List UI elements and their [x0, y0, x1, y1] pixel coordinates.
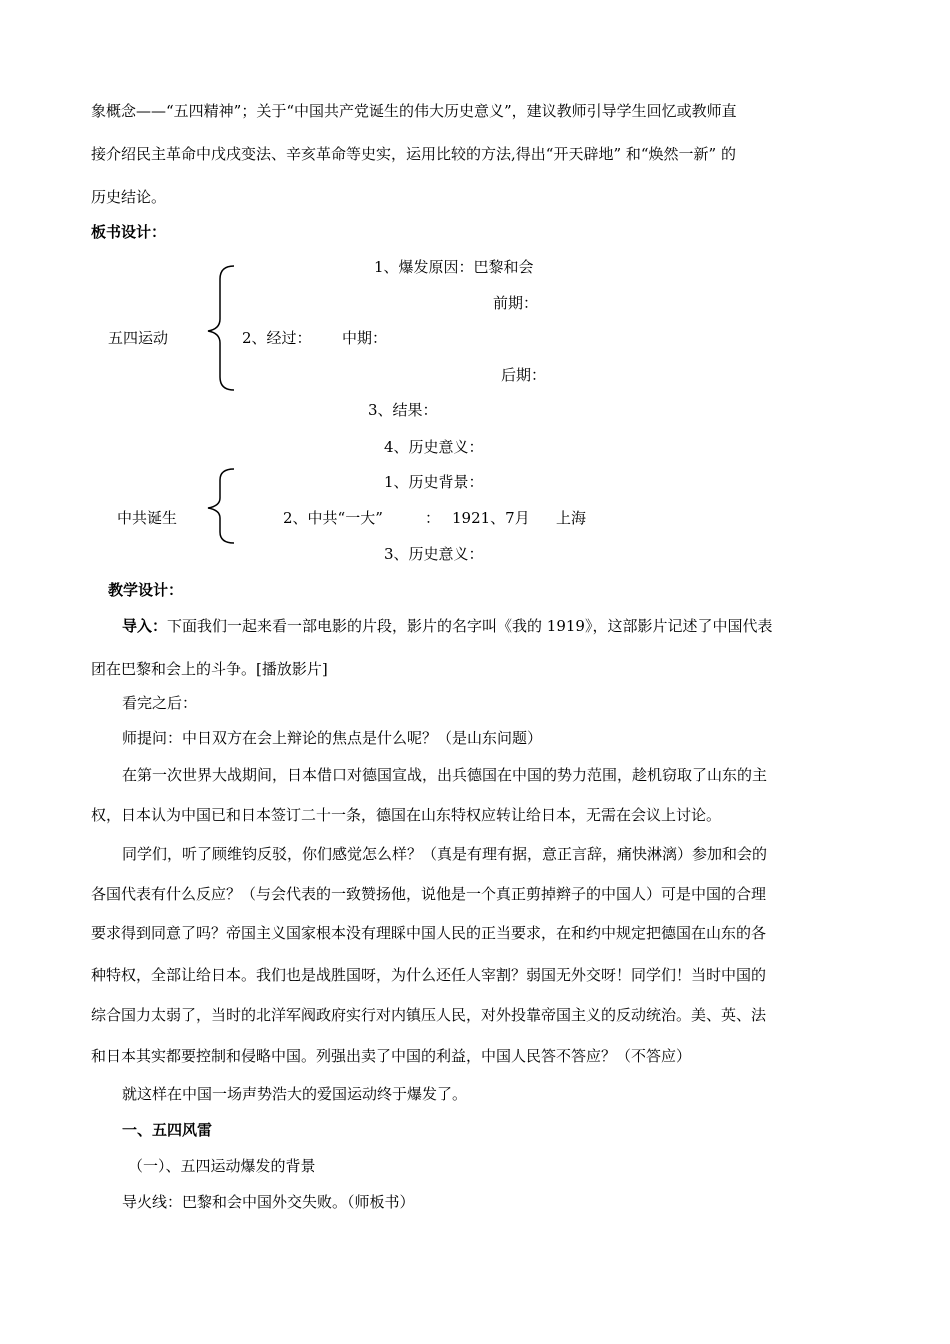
paragraph-2-line-1: 同学们，听了顾维钧反驳，你们感觉怎么样？（真是有理有据，意正言辞，痛快淋漓）参加和会的 — [122, 845, 768, 863]
intro-line-1: 象概念——“五四精神”；关于“中国共产党诞生的伟大历史意义”，建议教师引导学生回忆或教师直 — [91, 102, 737, 120]
lead-in-line-1 — [122, 616, 772, 636]
paragraph-2-line-3: 要求得到同意了吗？帝国主义国家根本没有理睬中国人民的正当要求，在和约中规定把德国在山东的各 — [91, 924, 767, 942]
teacher-question: 师提问：中日双方在会上辩论的焦点是什么呢？（是山东问题） — [122, 729, 543, 747]
paragraph-2-line-5: 综合国力太弱了，当时的北洋军阀政府实行对内镇压人民，对外投靠帝国主义的反动统治。美、英、法 — [91, 1006, 767, 1024]
intro-line-2: 接介绍民主革命中戊戌变法、辛亥革命等史实，运用比较的方法,得出“开天辟地” 和“焕然一新” 的 — [91, 145, 736, 163]
board-design-heading: 板书设计： — [91, 223, 167, 241]
paragraph-2-line-4: 种特权，全部让给日本。我们也是战胜国呀，为什么还任人宰割？弱国无外交呀！同学们！当时中国的 — [91, 966, 767, 984]
paragraph-2-line-6: 和日本其实都要控制和侵略中国。列强出卖了中国的利益，中国人民答不答应？（不答应） — [91, 1047, 692, 1065]
ccp-item-congress: 2、中共“一大” — [283, 509, 383, 527]
ccp-item-significance: 3、历史意义： — [384, 545, 484, 563]
section-1-heading: 一、五四风雷 — [122, 1121, 213, 1139]
ccp-congress-colon: ： — [425, 509, 441, 527]
wusi-middle-stage: 中期： — [342, 329, 388, 347]
paragraph-3: 就这样在中国一场声势浩大的爱国运动终于爆发了。 — [122, 1085, 468, 1103]
wusi-early-stage: 前期： — [493, 294, 539, 312]
subsection-1-heading: （一）、五四运动爆发的背景 — [128, 1157, 316, 1175]
intro-line-3: 历史结论。 — [91, 188, 167, 206]
wusi-late-stage: 后期： — [501, 366, 547, 384]
teaching-design-heading: 教学设计： — [108, 581, 184, 599]
wusi-topic: 五四运动 — [108, 329, 169, 347]
ccp-brace-icon — [200, 466, 240, 546]
ccp-item-background: 1、历史背景： — [384, 473, 484, 491]
wusi-item-significance: 4、历史意义： — [384, 438, 484, 456]
fuse-line: 导火线：巴黎和会中国外交失败。（师板书） — [122, 1193, 415, 1211]
lead-in-label: 导入： — [122, 617, 168, 635]
wusi-item-result: 3、结果： — [368, 401, 438, 419]
ccp-congress-date: 1921、7月 — [452, 509, 530, 527]
after-watching: 看完之后： — [122, 694, 198, 712]
wusi-item-process: 2、经过： — [242, 329, 312, 347]
paragraph-1-line-1: 在第一次世界大战期间，日本借口对德国宣战，出兵德国在中国的势力范围，趁机窃取了山东的主 — [122, 766, 768, 784]
wusi-brace-icon — [200, 263, 240, 393]
lead-in-text: 下面我们一起来看一部电影的片段，影片的名字叫《我的 1919》，这部影片记述了中国代表 — [167, 617, 773, 635]
ccp-topic: 中共诞生 — [117, 509, 178, 527]
lead-in-line-2: 团在巴黎和会上的斗争。[播放影片] — [91, 660, 328, 678]
paragraph-2-line-2: 各国代表有什么反应？（与会代表的一致赞扬他，说他是一个真正剪掉辫子的中国人）可是中国的合理 — [91, 885, 767, 903]
wusi-item-cause: 1、爆发原因：巴黎和会 — [374, 258, 534, 276]
ccp-congress-place: 上海 — [556, 509, 587, 527]
paragraph-1-line-2: 权，日本认为中国已和日本签订二十一条，德国在山东特权应转让给日本，无需在会议上讨论。 — [91, 806, 722, 824]
